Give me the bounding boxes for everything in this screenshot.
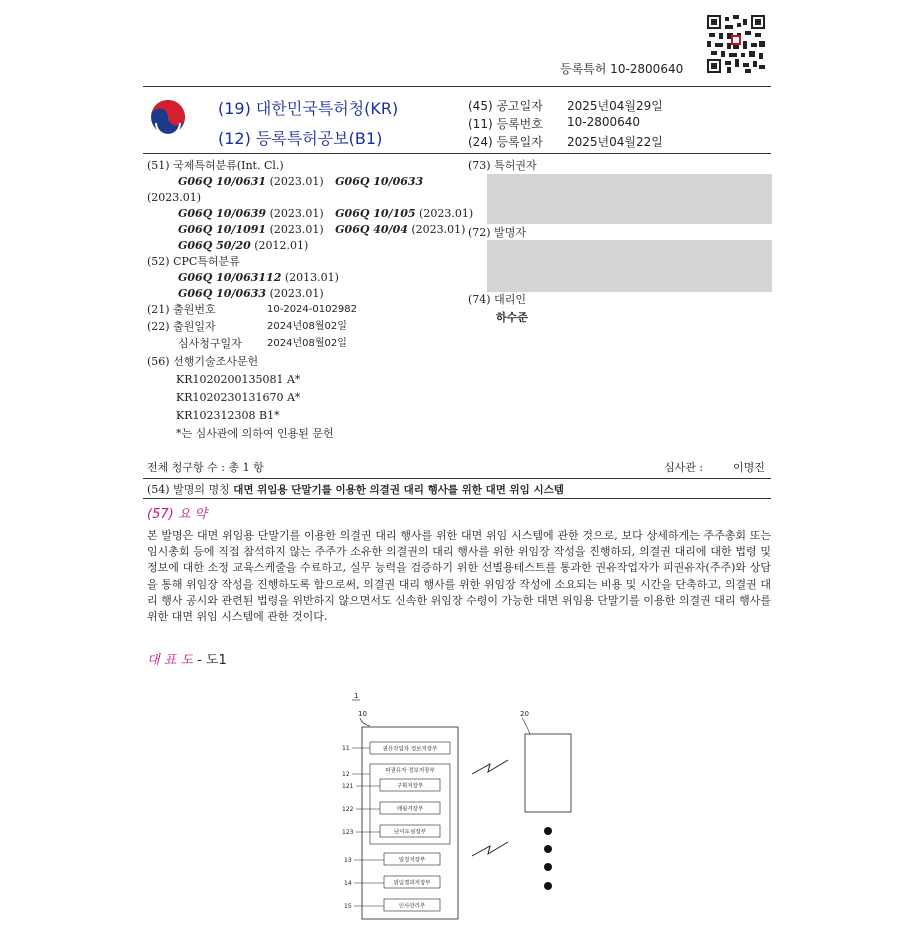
top-divider — [143, 86, 771, 87]
patentee-redacted-block — [487, 174, 772, 224]
title-divider-bottom — [143, 498, 771, 499]
prior-art-item: KR1020230131670 A* — [176, 391, 301, 404]
publication-date-row — [468, 97, 663, 114]
registration-date-row — [468, 133, 663, 150]
application-date-label: (22) 출원일자 — [147, 320, 216, 333]
ellipsis-dot — [544, 845, 552, 853]
block-ref-label: 122 — [342, 806, 354, 813]
total-claims: 전체 청구항 수 : 총 1 항 — [147, 461, 264, 474]
title-divider-top — [143, 478, 771, 479]
ipc-code: G06Q 10/0633 — [335, 175, 424, 188]
cpc-line-1 — [178, 270, 339, 286]
ipc-line-4 — [178, 238, 308, 254]
ellipsis-dot — [544, 882, 552, 890]
patent-type: (12) 등록특허공보(B1) — [218, 129, 383, 148]
application-number-label: (21) 출원번호 — [147, 303, 216, 316]
representative-figure-row — [147, 649, 227, 668]
block-label: 권유작업자 정보저장부 — [382, 746, 438, 753]
terminal-ref-label: 20 — [520, 710, 529, 718]
inventor-redacted-block — [487, 240, 772, 292]
header-divider — [143, 153, 771, 154]
ipc-line-3 — [178, 222, 465, 238]
ipc-date: (2023.01) — [269, 223, 324, 236]
terminal-box — [525, 734, 571, 812]
wireless-link-icon — [472, 842, 508, 856]
abstract-heading: (57) 요 약 — [147, 507, 208, 522]
ipc-date: (2023.01) — [419, 207, 474, 220]
publication-date-value: 2025년04월29일 — [567, 99, 663, 113]
issuing-office: (19) 대한민국특허청(KR) — [218, 99, 399, 118]
ipc-date: (2023.01) — [269, 175, 324, 188]
ipc-code: G06Q 40/04 — [335, 223, 408, 236]
ipc-date-wrap: (2023.01) — [147, 191, 202, 204]
cpc-date: (2023.01) — [269, 287, 324, 300]
ellipsis-dot — [544, 827, 552, 835]
abstract-text: 본 발명은 대면 위임용 단말기를 이용한 의결권 대리 행사를 위한 대면 위임 시스템에 관한 것으로, 보다 상세하게는 주주총회 또는 임시총회 등에 직접 참석하지 않는 주주가 소유한 의결권의 대리 행사를 위한 위임장 작성을 진행하되, 의결권 대리에 대한 법령 및 정보에 대한 소정 교육스케줄을 수료하고, 실무 능력을 검증하기 위한 선별용테스트를 통과한 권유작업자가 피권유자(주주)와 상담을 통해 위임장 작성을 진행하도록 함으로써, 의결권 대리 행사를 위한 위임장 작성에 소요되는 비용 및 시간을 단축하고, 의결권 대리 행사 공시와 관련된 법령을 위반하지 않으면서도 신속한 위임장 수령이 가능한 대면 위임용 단말기를 이용한 의결권 대리 행사를 위한 대면 위임 시스템에 관한 것이다. — [147, 529, 771, 624]
agent-name: 하수준 — [496, 311, 528, 324]
ipc-date: (2012.01) — [254, 239, 309, 252]
publication-date-label: (45) 공고일자 — [468, 99, 543, 113]
cpc-code: G06Q 10/063112 — [178, 271, 282, 284]
examiner-label: 심사관 : — [664, 461, 704, 474]
cpc-code: G06Q 10/0633 — [178, 287, 267, 300]
registration-date-label: (24) 등록일자 — [468, 135, 543, 149]
invention-title-label: (54) 발명의 명칭 — [147, 483, 230, 496]
prior-art-note: *는 심사관에 의하여 인용된 문헌 — [176, 427, 334, 440]
ipc-code: G06Q 10/0631 — [178, 175, 267, 188]
system-ref-label: 1 — [354, 692, 359, 700]
inventor-label: (72) 발명자 — [468, 226, 526, 239]
block-ref-label: 121 — [342, 783, 354, 790]
ipc-date: (2023.01) — [269, 207, 324, 220]
block-ref-label: 123 — [342, 829, 354, 836]
invention-title-row — [147, 482, 564, 498]
application-date-value: 2024년08월02일 — [267, 321, 347, 332]
registration-number-row — [468, 115, 641, 132]
registration-number-label: (11) 등록번호 — [468, 117, 543, 131]
prior-art-item: KR102312308 B1* — [176, 409, 280, 422]
representative-figure-value: - 도1 — [197, 653, 227, 668]
ipc-code: G06Q 50/20 — [178, 239, 251, 252]
examiner-name: 이명진 — [733, 461, 765, 474]
agent-label: (74) 대리인 — [468, 293, 526, 306]
block-label: 일정저장부 — [398, 857, 426, 864]
ipc-line-1 — [178, 174, 423, 190]
application-number-value: 10-2024-0102982 — [267, 304, 357, 315]
ipc-code: G06Q 10/105 — [335, 207, 416, 220]
registration-number-value: 10-2800640 — [567, 115, 641, 129]
wireless-link-icon — [472, 760, 508, 774]
exam-request-date-value: 2024년08월02일 — [267, 338, 347, 349]
exam-request-date-label: 심사청구일자 — [178, 337, 242, 350]
ipc-date: (2023.01) — [411, 223, 466, 236]
cpc-heading: (52) CPC특허분류 — [147, 255, 240, 268]
registration-number-top: 등록특허 10-2800640 — [560, 62, 684, 76]
kipo-logo-icon — [150, 99, 186, 135]
ipc-code: G06Q 10/1091 — [178, 223, 267, 236]
patentee-label: (73) 특허권자 — [468, 159, 537, 172]
ipc-code: G06Q 10/0639 — [178, 207, 267, 220]
block-label: 구획저장부 — [396, 783, 424, 790]
invention-title-text: 대면 위임용 단말기를 이용한 의결권 대리 행사를 위한 대면 위임 시스템 — [233, 484, 564, 496]
registration-date-value: 2025년04월22일 — [567, 135, 663, 149]
block-label: 피권유자 정보저장부 — [385, 768, 435, 774]
block-ref-label: 14 — [344, 880, 352, 887]
qr-code-icon — [707, 15, 765, 73]
block-label: 난이도설정부 — [394, 829, 426, 836]
block-ref-label: 15 — [344, 903, 352, 910]
block-ref-label: 11 — [342, 745, 350, 752]
server-ref-label: 10 — [358, 710, 367, 718]
cpc-line-2 — [178, 286, 324, 302]
block-ref-label: 13 — [344, 857, 352, 864]
block-ref-label: 12 — [342, 771, 350, 778]
cpc-date: (2013.01) — [284, 271, 339, 284]
block-label: 위임결과저장부 — [393, 880, 431, 887]
ipc-heading: (51) 국제특허분류(Int. Cl.) — [147, 159, 284, 172]
representative-figure — [330, 690, 590, 920]
ipc-line-2 — [178, 206, 473, 222]
prior-art-item: KR1020200135081 A* — [176, 373, 301, 386]
representative-figure-label: 대 표 도 — [147, 653, 193, 668]
prior-art-heading: (56) 선행기술조사문헌 — [147, 355, 259, 368]
block-label: 인사관리부 — [398, 903, 426, 910]
block-label: 매핑저장부 — [396, 806, 424, 813]
ellipsis-dot — [544, 863, 552, 871]
